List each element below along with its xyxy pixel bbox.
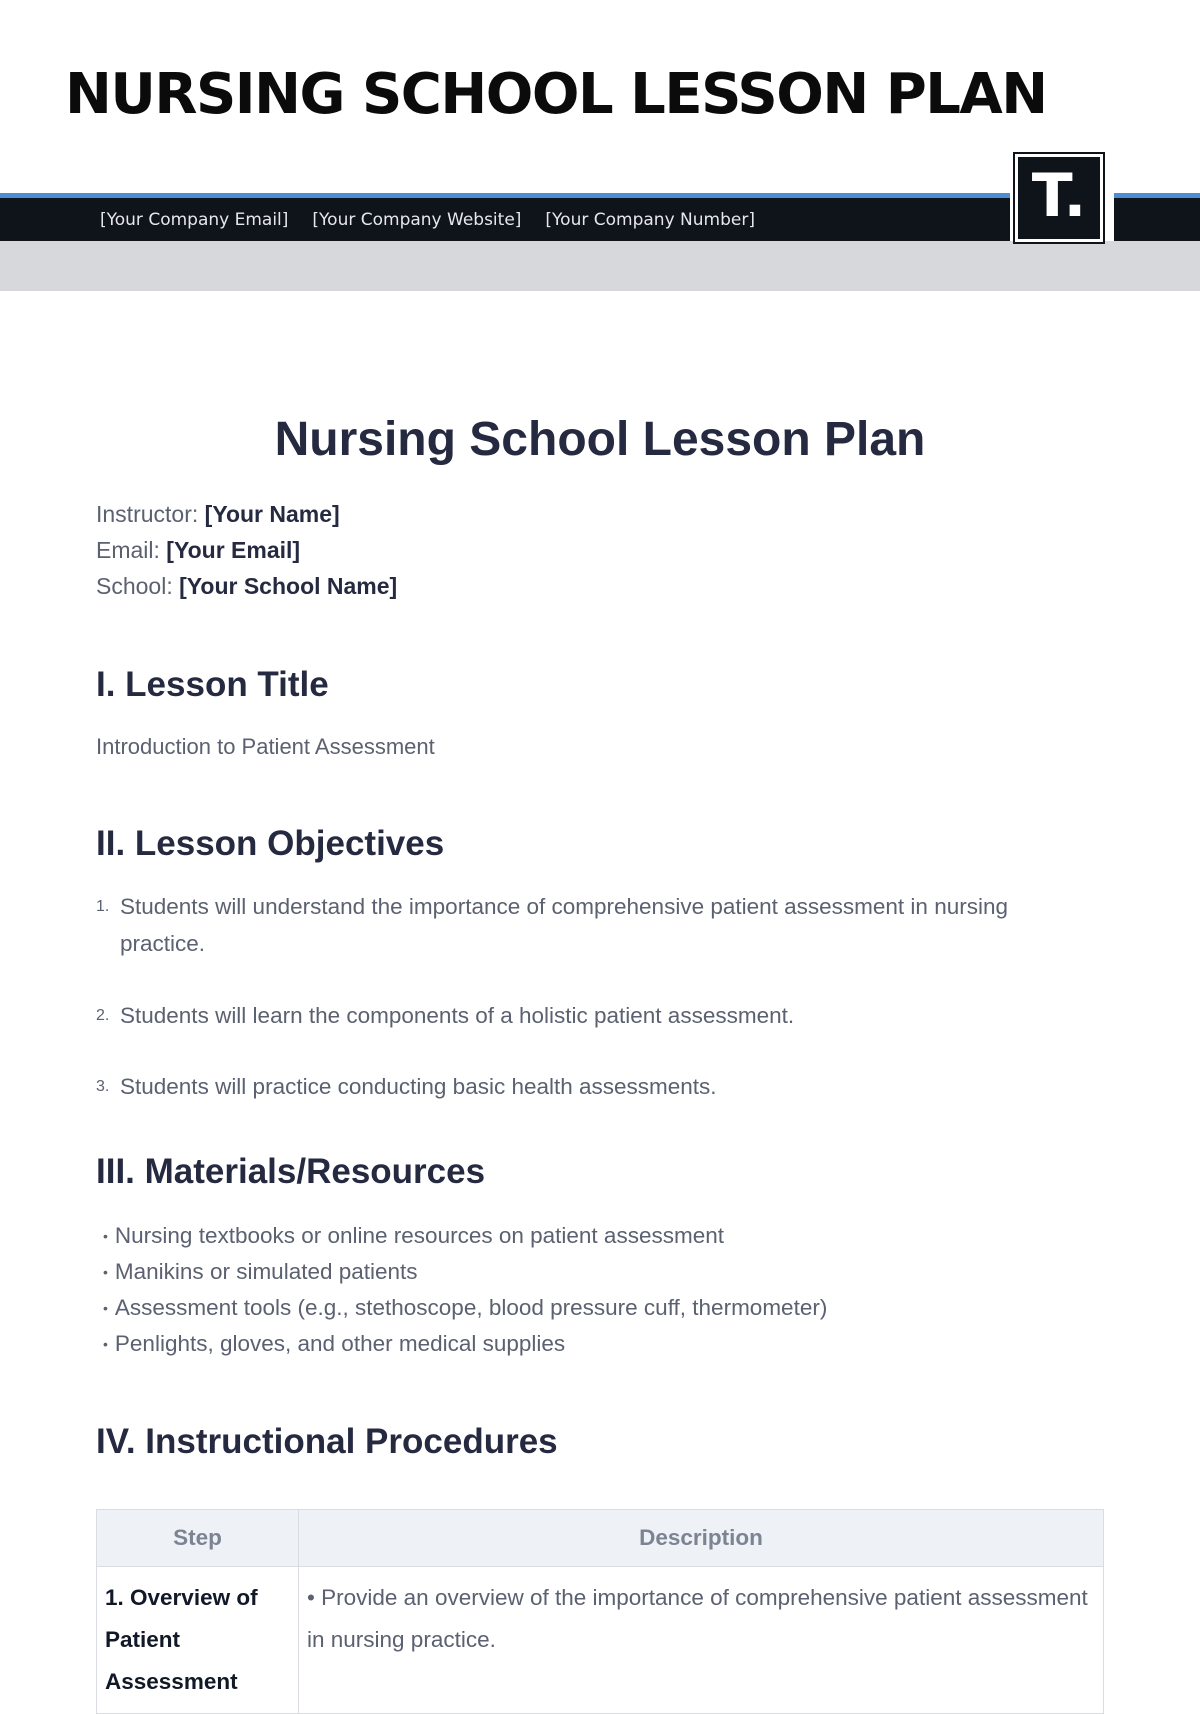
section-heading-materials: III. Materials/Resources [96,1152,486,1191]
grey-band [0,241,1200,291]
material-text: Penlights, gloves, and other medical supplies [114,1331,566,1356]
material-item: • Manikins or simulated patients [103,1259,418,1284]
objective-text: Students will learn the components of a holistic patient assessment. [120,1003,795,1028]
section-heading-lesson-title: I. Lesson Title [96,665,329,704]
document-title: Nursing School Lesson Plan [274,413,926,466]
section-heading-objectives: II. Lesson Objectives [96,824,445,863]
material-item: • Nursing textbooks or online resources on patient assessment [103,1223,724,1248]
lesson-title-text: Introduction to Patient Assessment [96,734,435,759]
company-email: [Your Company Email] [100,209,289,230]
objective-text: Students will practice conducting basic health assessments. [120,1074,717,1099]
column-header-description: Description [299,1510,1104,1567]
info-value: [Your Email] [166,537,301,563]
email-line [96,537,300,564]
material-text: Assessment tools (e.g., stethoscope, blood pressure cuff, thermometer) [114,1295,828,1320]
logo-text: T. [1031,161,1087,231]
objective-number: 2. [96,1007,110,1024]
column-header-step: Step [97,1510,299,1567]
objective-item [96,888,1066,962]
school-line [96,573,397,600]
info-label: Instructor: [96,501,199,527]
section-heading-procedures: IV. Instructional Procedures [96,1422,558,1461]
objective-number: 3. [96,1078,110,1095]
description-cell: • Provide an overview of the importance of comprehensive patient assessment in nursing practice. [299,1567,1104,1714]
table-row [97,1567,1104,1714]
material-item: • Assessment tools (e.g., stethoscope, blood pressure cuff, thermometer) [103,1295,828,1320]
material-text: Nursing textbooks or online resources on patient assessment [114,1223,724,1248]
instructor-line [96,501,340,528]
objective-text: Students will understand the importance of comprehensive patient assessment in nursing practice. [120,894,1008,956]
company-website: [Your Company Website] [312,209,522,230]
procedures-table [96,1509,1104,1714]
table-header-row [97,1510,1104,1567]
info-value: [Your Name] [204,501,340,527]
info-label: Email: [96,537,160,563]
contact-bar-end [1114,198,1200,241]
material-text: Manikins or simulated patients [114,1259,418,1284]
material-item: • Penlights, gloves, and other medical supplies [103,1331,566,1356]
objective-item [96,1068,1066,1105]
info-label: School: [96,573,173,599]
company-logo [1015,154,1103,242]
objective-item [96,997,1066,1034]
company-number: [Your Company Number] [545,209,755,230]
step-cell: 1. Overview of Patient Assessment [97,1567,299,1714]
info-value: [Your School Name] [179,573,398,599]
contact-bar [0,198,1010,241]
header-title: NURSING SCHOOL LESSON PLAN [65,62,1047,127]
objective-number: 1. [96,898,110,915]
